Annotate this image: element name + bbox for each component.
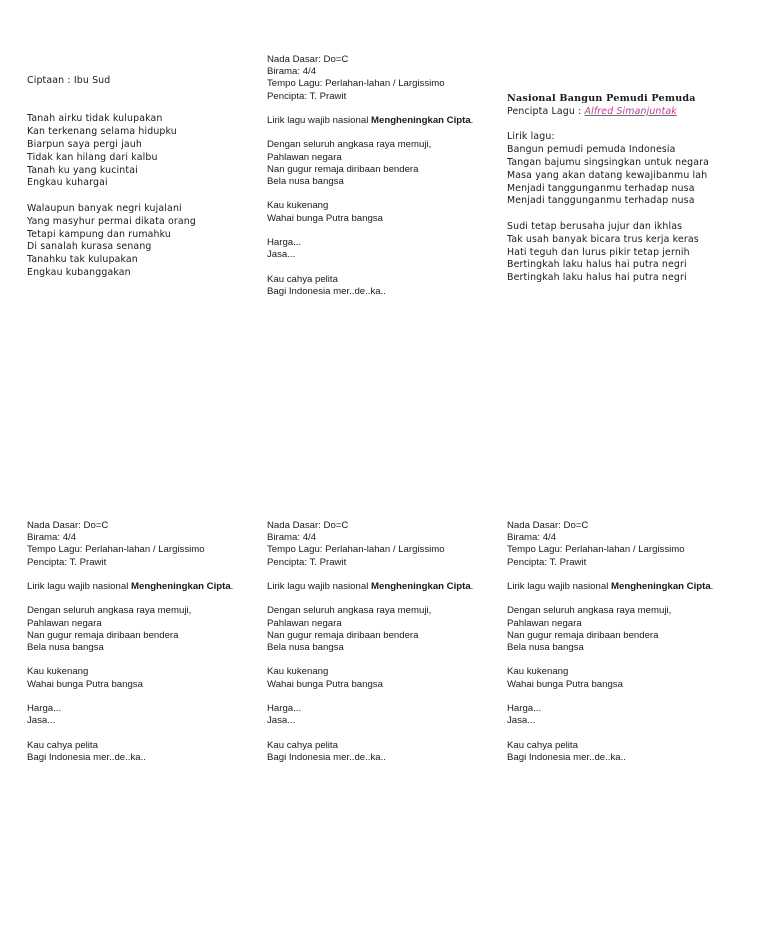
- lyric-line: Menjadi tanggunganmu terhadap nusa: [507, 195, 695, 207]
- lyric-line: Nan gugur remaja diribaan bendera: [267, 163, 419, 175]
- birama: Birama: 4/4: [267, 532, 317, 544]
- tempo: Tempo Lagu: Perlahan-lahan / Largissimo: [267, 78, 445, 90]
- lyric-line: Kau cahya pelita: [267, 739, 338, 751]
- lyric-line: Kau kukenang: [27, 666, 89, 678]
- lyric-line: Kau kukenang: [267, 666, 329, 678]
- lyric-line: Engkau kuhargai: [27, 177, 108, 189]
- lyric-line: Tetapi kampung dan rumahku: [27, 228, 171, 240]
- composer-line: [507, 106, 709, 119]
- lyric-line: Biarpun saya pergi jauh: [27, 138, 142, 150]
- lyric-line: Tangan bajumu singsingkan untuk negara: [507, 156, 710, 168]
- mengheningkan-cipta-top-middle: [267, 54, 473, 298]
- lyric-line: Engkau kubanggakan: [27, 266, 131, 278]
- song-credit: Ciptaan : Ibu Sud: [27, 75, 111, 86]
- lyric-line: Harga...: [267, 236, 302, 248]
- stanza-3: [267, 237, 473, 261]
- lyric-line: Pahlawan negara: [27, 617, 102, 629]
- lyric-line: Nan gugur remaja diribaan bendera: [507, 629, 659, 641]
- lyric-line: Kau cahya pelita: [267, 273, 338, 285]
- lyric-line: Bangun pemudi pemuda Indonesia: [507, 144, 676, 156]
- composer-label: Pencipta Lagu :: [507, 105, 585, 117]
- stanza-3: [507, 703, 713, 727]
- lyric-line: Dengan seluruh angkasa raya memuji,: [27, 605, 192, 617]
- verse-1: [507, 144, 709, 208]
- nada-dasar: Nada Dasar: Do=C: [267, 54, 349, 65]
- lyric-line: Tanah ku yang kucintai: [27, 164, 138, 176]
- lyric-line: Bela nusa bangsa: [27, 642, 104, 653]
- verse-2: [507, 221, 709, 285]
- lyric-line: Pahlawan negara: [507, 617, 582, 629]
- intro-prefix: Lirik lagu wajib nasional: [27, 581, 131, 592]
- lyric-line: Bela nusa bangsa: [267, 642, 344, 653]
- stanza-1: [267, 139, 473, 188]
- intro-suffix: .: [470, 581, 474, 592]
- lyric-line: Jasa...: [27, 715, 56, 727]
- pencipta: Pencipta: T. Prawit: [27, 556, 107, 568]
- lyric-line: Harga...: [507, 702, 542, 714]
- lyric-line: Tanah airku tidak kulupakan: [27, 113, 163, 125]
- lyric-line: Nan gugur remaja diribaan bendera: [267, 629, 419, 641]
- lyric-line: Bela nusa bangsa: [267, 176, 344, 187]
- lyric-line: Yang masyhur permai dikata orang: [27, 215, 196, 227]
- lyric-line: Kau kukenang: [507, 666, 569, 678]
- lyric-line: Kau kukenang: [267, 200, 329, 212]
- stanza-4: [267, 740, 473, 764]
- song-title: Nasional Bangun Pemudi Pemuda: [507, 93, 696, 104]
- pencipta: Pencipta: T. Prawit: [267, 90, 347, 102]
- song-ibu-sud: [27, 75, 196, 280]
- birama: Birama: 4/4: [27, 532, 77, 544]
- lyric-line: Sudi tetap berusaha jujur dan ikhlas: [507, 220, 683, 232]
- intro-song-title: Mengheningkan Cipta: [371, 115, 471, 126]
- lyric-line: Tidak kan hilang dari kalbu: [27, 151, 158, 163]
- birama: Birama: 4/4: [267, 66, 317, 78]
- lyric-line: Hati teguh dan lurus pikir tetap jernih: [507, 246, 690, 258]
- stanza-2: [27, 666, 233, 690]
- lyric-line: Di sanalah kurasa senang: [27, 241, 152, 253]
- nada-dasar: Nada Dasar: Do=C: [267, 520, 349, 531]
- intro-line: [27, 581, 233, 593]
- pencipta: Pencipta: T. Prawit: [267, 556, 347, 568]
- stanza-3: [27, 703, 233, 727]
- intro-suffix: .: [710, 581, 714, 592]
- lyric-line: Bagi Indonesia mer..de..ka..: [507, 751, 626, 763]
- intro-song-title: Mengheningkan Cipta: [131, 581, 231, 592]
- nada-dasar: Nada Dasar: Do=C: [507, 520, 589, 531]
- verse-2: [27, 203, 196, 280]
- lyric-line: Menjadi tanggunganmu terhadap nusa: [507, 182, 695, 194]
- lyric-line: Bela nusa bangsa: [507, 642, 584, 653]
- mengheningkan-cipta-bottom-middle: [267, 520, 473, 764]
- intro-suffix: .: [470, 115, 474, 126]
- stanza-2: [267, 200, 473, 224]
- intro-line: [267, 115, 473, 127]
- stanza-1: [27, 605, 233, 654]
- pencipta: Pencipta: T. Prawit: [507, 556, 587, 568]
- stanza-4: [27, 740, 233, 764]
- lyric-line: Bertingkah laku halus hai putra negri: [507, 259, 687, 271]
- verse-1: [27, 113, 196, 190]
- lyric-line: Bertingkah laku halus hai putra negri: [507, 272, 687, 284]
- lyric-line: Tak usah banyak bicara trus kerja keras: [507, 233, 699, 245]
- lyric-line: Kau cahya pelita: [27, 739, 98, 751]
- lyrics-label: Lirik lagu:: [507, 131, 555, 143]
- intro-prefix: Lirik lagu wajib nasional: [267, 115, 371, 126]
- mengheningkan-cipta-bottom-right: [507, 520, 713, 764]
- lyric-line: Wahai bunga Putra bangsa: [27, 678, 143, 690]
- lyric-line: Wahai bunga Putra bangsa: [267, 212, 383, 224]
- stanza-2: [267, 666, 473, 690]
- tempo: Tempo Lagu: Perlahan-lahan / Largissimo: [27, 544, 205, 556]
- nada-dasar: Nada Dasar: Do=C: [27, 520, 109, 531]
- mengheningkan-cipta-bottom-left: [27, 520, 233, 764]
- lyric-line: Bagi Indonesia mer..de..ka..: [267, 285, 386, 297]
- intro-line: [267, 581, 473, 593]
- lyric-line: Dengan seluruh angkasa raya memuji,: [267, 605, 432, 617]
- lyric-line: Masa yang akan datang kewajibanmu lah: [507, 169, 708, 181]
- stanza-4: [507, 740, 713, 764]
- lyric-line: Wahai bunga Putra bangsa: [267, 678, 383, 690]
- birama: Birama: 4/4: [507, 532, 557, 544]
- intro-song-title: Mengheningkan Cipta: [371, 581, 471, 592]
- lyric-line: Wahai bunga Putra bangsa: [507, 678, 623, 690]
- intro-prefix: Lirik lagu wajib nasional: [267, 581, 371, 592]
- lyric-line: Pahlawan negara: [267, 617, 342, 629]
- lyric-line: Harga...: [27, 702, 62, 714]
- stanza-1: [507, 605, 713, 654]
- intro-prefix: Lirik lagu wajib nasional: [507, 581, 611, 592]
- stanza-2: [507, 666, 713, 690]
- tempo: Tempo Lagu: Perlahan-lahan / Largissimo: [267, 544, 445, 556]
- lyric-line: Dengan seluruh angkasa raya memuji,: [507, 605, 672, 617]
- lyric-line: Pahlawan negara: [267, 151, 342, 163]
- lyric-line: Walaupun banyak negri kujalani: [27, 202, 182, 214]
- song-bangun-pemudi: [507, 93, 709, 285]
- lyric-line: Bagi Indonesia mer..de..ka..: [27, 751, 146, 763]
- lyric-line: Kau cahya pelita: [507, 739, 578, 751]
- stanza-4: [267, 274, 473, 298]
- composer-link[interactable]: Alfred Simanjuntak: [584, 105, 677, 117]
- lyric-line: Dengan seluruh angkasa raya memuji,: [267, 139, 432, 151]
- lyric-line: Nan gugur remaja diribaan bendera: [27, 629, 179, 641]
- intro-line: [507, 581, 713, 593]
- stanza-1: [267, 605, 473, 654]
- tempo: Tempo Lagu: Perlahan-lahan / Largissimo: [507, 544, 685, 556]
- lyric-line: Jasa...: [267, 249, 296, 261]
- stanza-3: [267, 703, 473, 727]
- lyric-line: Harga...: [267, 702, 302, 714]
- lyric-line: Jasa...: [507, 715, 536, 727]
- lyric-line: Jasa...: [267, 715, 296, 727]
- lyric-line: Kan terkenang selama hidupku: [27, 126, 177, 138]
- lyric-line: Tanahku tak kulupakan: [27, 254, 138, 266]
- intro-song-title: Mengheningkan Cipta: [611, 581, 711, 592]
- lyric-line: Bagi Indonesia mer..de..ka..: [267, 751, 386, 763]
- intro-suffix: .: [230, 581, 234, 592]
